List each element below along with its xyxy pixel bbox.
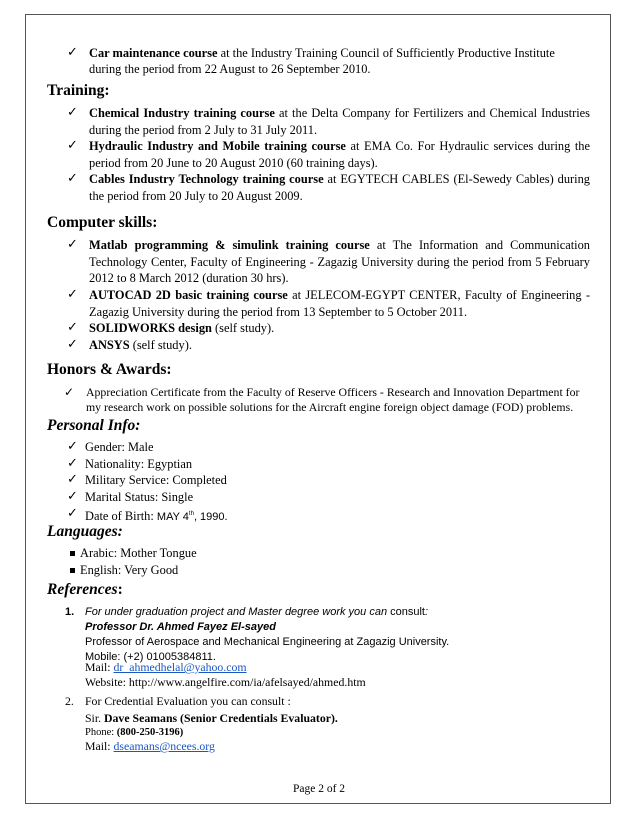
check-icon: ✓ <box>67 287 78 302</box>
training-item-cables-line2: the period from 20 July to 20 August 2009. <box>89 189 303 203</box>
training-item-chemical-line2: during the period from 2 July to 31 July 2011. <box>89 123 318 137</box>
training-heading: Training: <box>47 82 110 99</box>
ref2-number: 2. <box>65 694 74 708</box>
gender-line: Gender: Male <box>85 440 154 454</box>
training-item-hydraulic-line2: period from 20 June to 20 August 2010 (60 training days). <box>89 156 378 170</box>
ansys-line: ANSYS (self study). <box>89 338 192 352</box>
check-icon: ✓ <box>67 138 78 153</box>
ref1-mobile: Mobile: (+2) 01005384811. <box>85 651 216 663</box>
honors-line1: Appreciation Certificate from the Faculty of Reserve Officers - Research and Innovation Department for <box>86 385 580 399</box>
matlab-line1: Matlab programming & simulink training course at The Information and Communication <box>89 238 590 252</box>
solidworks-line: SOLIDWORKS design (self study). <box>89 321 275 335</box>
ref1-name: Professor Dr. Ahmed Fayez El-sayed <box>85 621 276 633</box>
autocad-line2: Zagazig University during the period from 13 September to 5 October 2011. <box>89 305 468 319</box>
ref2-intro: For Credential Evaluation you can consult : <box>85 694 291 708</box>
honors-heading: Honors & Awards: <box>47 361 172 378</box>
ref2-mail-link[interactable]: dseamans@ncees.org <box>113 739 215 753</box>
arabic-line: Arabic: Mother Tongue <box>80 546 197 560</box>
page-number: Page 2 of 2 <box>292 783 346 795</box>
check-icon: ✓ <box>67 105 78 120</box>
computer-skills-heading: Computer skills: <box>47 214 158 231</box>
check-icon: ✓ <box>67 45 78 60</box>
car-course-line2: during the period from 22 August to 26 September 2010. <box>89 62 371 76</box>
training-item-chemical-line1: Chemical Industry training course at the Delta Company for Fertilizers and Chemical Industries <box>89 106 590 120</box>
check-icon: ✓ <box>67 320 78 335</box>
ref2-phone-line: Phone: (800-250-3196) <box>85 727 184 738</box>
check-icon: ✓ <box>67 337 78 352</box>
training-item-cables-line1: Cables Industry Technology training course at EGYTECH CABLES (El-Sewedy Cables) during <box>89 172 590 186</box>
military-line: Military Service: Completed <box>85 473 227 487</box>
bullet-square-icon <box>70 551 75 556</box>
check-icon: ✓ <box>67 472 78 487</box>
matlab-line3: 2012 to 8 March 2012 (duration 30 hrs). <box>89 271 289 285</box>
check-icon: ✓ <box>67 439 78 454</box>
languages-heading: Languages: <box>47 523 123 540</box>
ref1-number: 1. <box>65 606 75 618</box>
training-item-hydraulic-line1: Hydraulic Industry and Mobile training course at EMA Co. For Hydraulic services during the <box>89 139 590 153</box>
check-icon: ✓ <box>67 489 78 504</box>
check-icon: ✓ <box>67 506 78 521</box>
check-icon: ✓ <box>67 171 78 186</box>
nationality-line: Nationality: Egyptian <box>85 457 193 471</box>
ref1-intro: For under graduation project and Master degree work you can consult: <box>85 606 429 618</box>
check-icon: ✓ <box>67 456 78 471</box>
english-line: English: Very Good <box>80 563 179 577</box>
references-heading: References: <box>47 581 123 598</box>
check-icon: ✓ <box>67 237 78 252</box>
ref2-mail-line: Mail: dseamans@ncees.org <box>85 739 215 753</box>
autocad-line1: AUTOCAD 2D basic training course at JELECOM-EGYPT CENTER, Faculty of Engineering - <box>89 288 590 302</box>
ref2-name-line: Sir. Dave Seamans (Senior Credentials Evaluator). <box>85 711 338 725</box>
ref1-website: Website: http://www.angelfire.com/ia/afelsayed/ahmed.htm <box>85 675 366 689</box>
ref1-title: Professor of Aerospace and Mechanical Engineering at Zagazig University. <box>85 636 450 648</box>
check-icon: ✓ <box>64 385 75 399</box>
car-course-line1: Car maintenance course at the Industry Training Council of Sufficiently Productive Institute <box>89 46 555 60</box>
ref1-mail-link[interactable]: dr_ahmedhelal@yahoo.com <box>113 660 247 674</box>
dob-line: Date of Birth: MAY 4th, 1990. <box>85 509 228 524</box>
honors-line2: my research work on possible solutions for the Aircraft engine foreign object damage (FOD) problems. <box>86 400 574 414</box>
ref1-mail-line: Mail: dr_ahmedhelal@yahoo.com <box>85 660 247 674</box>
personal-info-heading: Personal Info: <box>47 417 141 434</box>
marital-line: Marital Status: Single <box>85 490 194 504</box>
matlab-line2: Technology Center, Faculty of Engineering - Zagazig University during the period from 5 February <box>89 255 590 269</box>
bullet-square-icon <box>70 568 75 573</box>
